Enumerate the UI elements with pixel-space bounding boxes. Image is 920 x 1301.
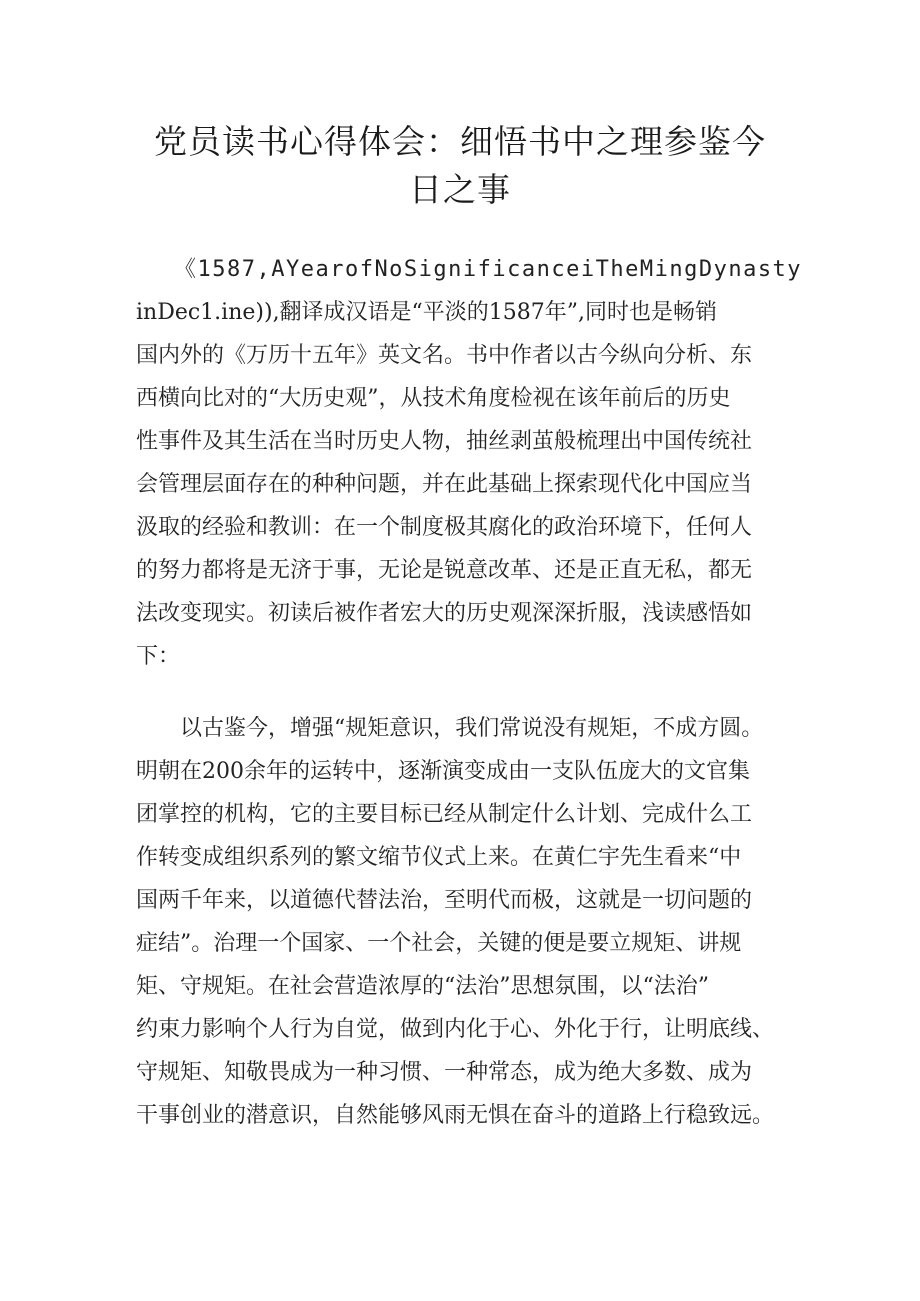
paragraph-2-line: 约束力影响个人行为自觉，做到内化于心、外化于行，让明底线、 [136,1017,775,1042]
title-line-1: 党员读书心得体会：细悟书中之理参鉴今 [154,122,766,161]
paragraph-1-line: 西横向比对的“大历史观”，从技术角度检视在该年前后的历史 [136,386,731,411]
paragraph-1-line: 法改变现实。初读后被作者宏大的历史观深深折服，浅读感悟如 [136,601,753,626]
paragraph-2-line: 作转变成组织系列的繁文缩节仪式上来。在黄仁宇先生看来“中 [136,845,742,870]
paragraph-2-line: 国两千年来，以道德代替法治，至明代而极，这就是一切问题的 [136,888,753,913]
paragraph-2-line: 守规矩、知敬畏成为一种习惯、一种常态，成为绝大多数、成为 [136,1060,753,1085]
paragraph-2-line: 以古鉴今，增强“规矩意识，我们常说没有规矩，不成方圆。 [180,716,764,741]
paragraph-1-line: inDec1.ine)),翻译成汉语是“平淡的1587年”,同时也是畅销 [136,300,718,325]
paragraph-2-line: 干事创业的潜意识，自然能够风雨无惧在奋斗的道路上行稳致远。 [136,1103,775,1128]
paragraph-1-line: 的努力都将是无济于事，无论是锐意改革、还是正直无私，都无 [136,558,753,583]
paragraph-1-line: 性事件及其生活在当时历史人物，抽丝剥茧般梳理出中国传统社 [136,429,753,454]
paragraph-1-line: 下： [136,644,181,669]
paragraph-2-line: 矩、守规矩。在社会营造浓厚的“法治”思想氛围，以“法治” [136,974,709,999]
paragraph-1-line: 《1587,AYearofNoSignificanceiTheMingDynasty [174,257,803,282]
title-line-2: 日之事 [409,170,511,209]
paragraph-1-line: 会管理层面存在的种种问题，并在此基础上探索现代化中国应当 [136,472,753,497]
paragraph-1-line: 国内外的《万历十五年》英文名。书中作者以古今纵向分析、东 [136,343,753,368]
document-title [130,118,790,214]
paragraph-1-line: 汲取的经验和教训：在一个制度极其腐化的政治环境下，任何人 [136,515,753,540]
paragraph-2-line: 明朝在200余年的运转中，逐渐演变成由一支队伍庞大的文官集 [136,759,750,784]
paragraph-2-line: 症结”。治理一个国家、一个社会，关键的便是要立规矩、讲规 [136,931,742,956]
paragraph-2-line: 团掌控的机构，它的主要目标已经从制定什么计划、完成什么工 [136,802,753,827]
